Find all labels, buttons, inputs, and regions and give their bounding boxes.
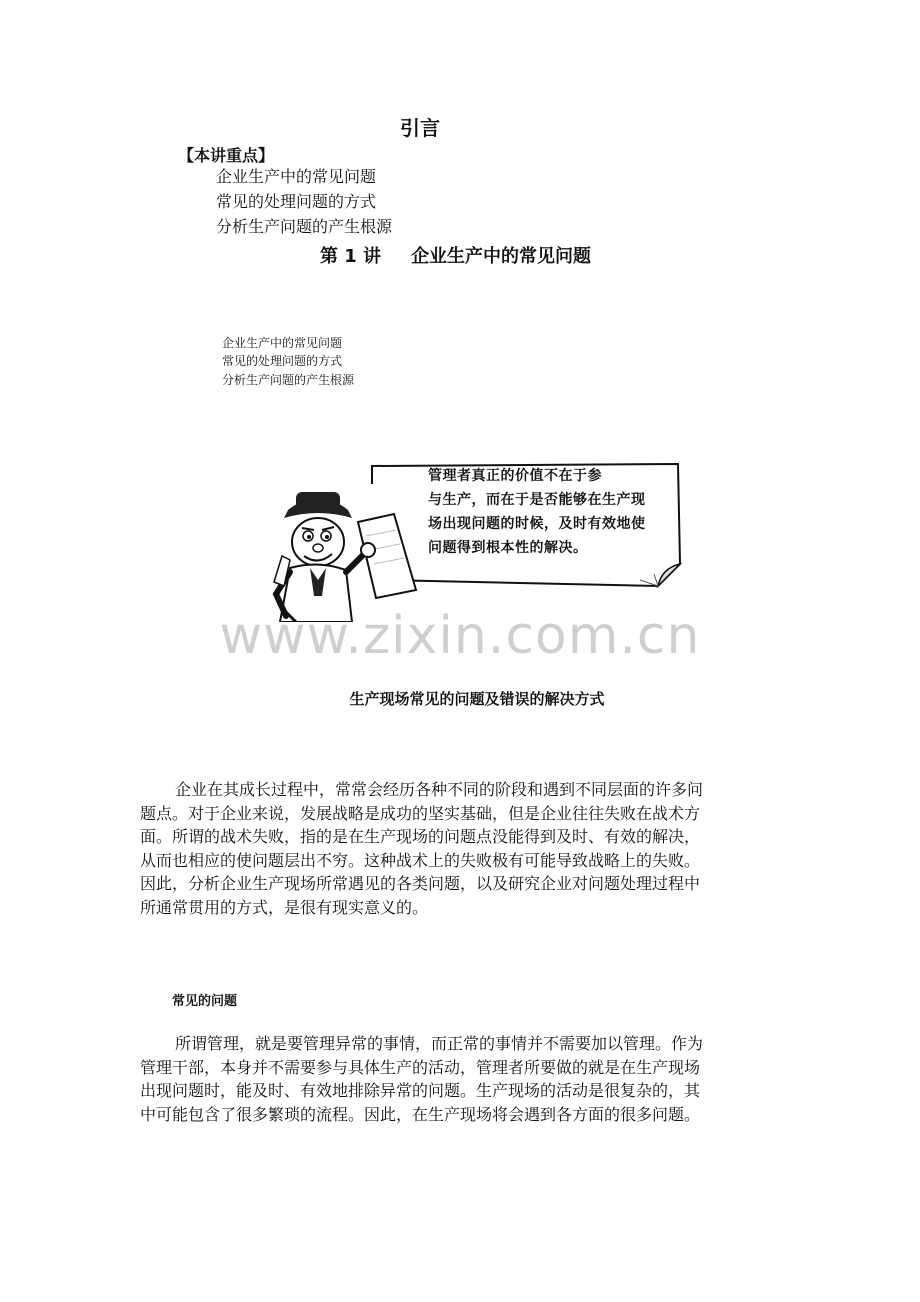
paragraph-line: 企业在其成长过程中，常常会经历各种不同的阶段和遇到不同层面的许多问: [175, 780, 704, 799]
paragraph-line: 所通常贯用的方式，是很有现实意义的。: [140, 897, 429, 917]
paragraph-line: 因此，分析企业生产现场所常遇见的各类问题，以及研究企业对问题处理过程中: [140, 874, 701, 894]
key-point-item: 分析生产问题的产生根源: [216, 217, 393, 236]
paragraph-line: 出现问题时，能及时、有效地排除异常的问题。生产现场的活动是很复杂的，其: [140, 1081, 701, 1101]
lecture-number: 第 1 讲: [320, 246, 382, 267]
callout-line: 问题得到根本性的解决。: [428, 540, 588, 556]
paragraph-2: [140, 1032, 790, 1126]
paragraph-line: 题点。对于企业来说，发展战略是成功的坚实基础，但是企业往往失败在战术方: [140, 803, 701, 823]
section-title: 生产现场常见的问题及错误的解决方式: [349, 690, 605, 708]
key-points-label: 【本讲重点】: [178, 146, 275, 165]
lecture-title: 企业生产中的常见问题: [411, 246, 592, 267]
callout-line: 场出现问题的时候，及时有效地使: [428, 516, 646, 532]
summary-item: 分析生产问题的产生根源: [222, 373, 355, 387]
summary-item: 企业生产中的常见问题: [222, 336, 343, 350]
callout-line: 管理者真正的价值不在于参: [428, 468, 602, 484]
page-title: 引言: [400, 116, 440, 140]
summary-item: 常见的处理问题的方式: [222, 354, 343, 368]
paragraph-line: 从而也相应的使问题层出不穷。这种战术上的失败极有可能导致战略上的失败。: [140, 850, 701, 870]
callout-text: [428, 464, 676, 560]
lecture-heading: [320, 242, 591, 268]
watermark: www.zixin.com.cn: [219, 606, 701, 666]
paragraph-1: [140, 778, 790, 920]
paragraph-line: 所谓管理，就是要管理异常的事情，而正常的事情并不需要加以管理。作为: [175, 1034, 704, 1053]
key-point-item: 常见的处理问题的方式: [216, 192, 377, 211]
paragraph-line: 面。所谓的战术失败，指的是在生产现场的问题点没能得到及时、有效的解决，: [140, 827, 701, 847]
key-point-item: 企业生产中的常见问题: [216, 167, 377, 186]
paragraph-line: 管理干部，本身并不需要参与具体生产的活动，管理者所要做的就是在生产现场: [140, 1057, 701, 1077]
subsection-title: 常见的问题: [172, 994, 238, 1009]
paragraph-line: 中可能包含了很多繁琐的流程。因此，在生产现场将会遇到各方面的很多问题。: [140, 1104, 701, 1124]
callout-line: 与生产，而在于是否能够在生产现: [428, 492, 646, 508]
